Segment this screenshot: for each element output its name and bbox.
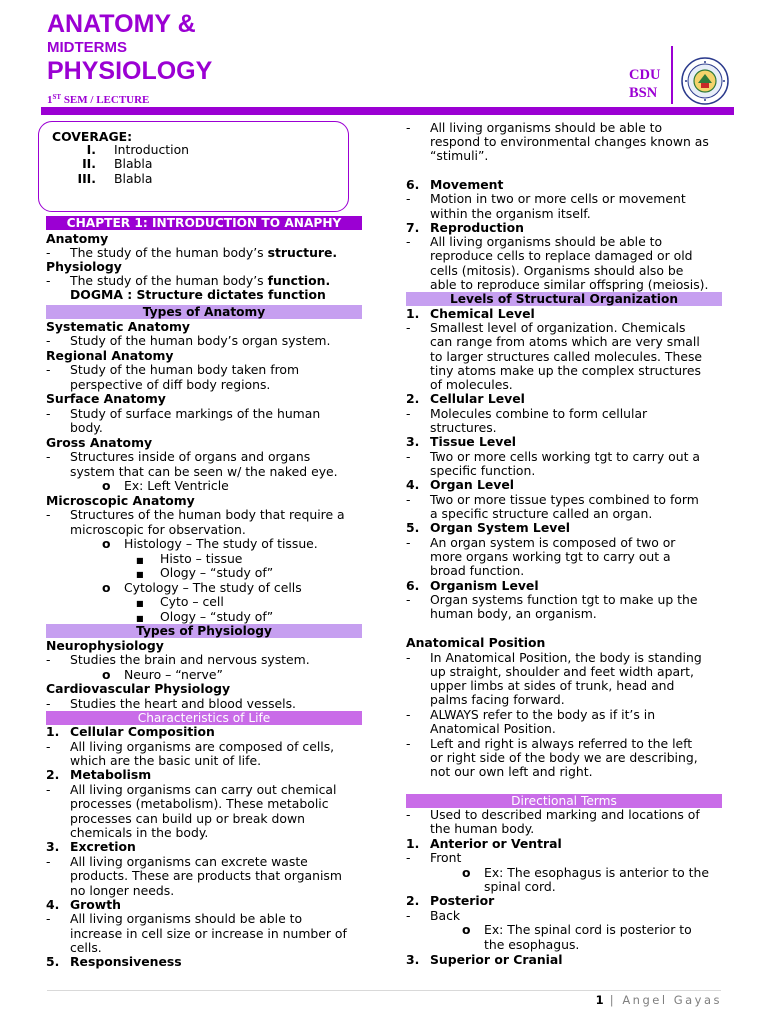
sub-bullet: o Histology – The study of tissue.	[102, 536, 318, 551]
bullet-cont: palms facing forward.	[430, 692, 565, 707]
numbered-heading: 2. Posterior	[406, 893, 495, 908]
term-heading: Neurophysiology	[46, 638, 164, 653]
numbered-heading: 7. Reproduction	[406, 220, 524, 235]
term-heading: Regional Anatomy	[46, 348, 174, 363]
bullet-cont: the human body.	[430, 821, 535, 836]
sub-bullet-cont: the esophagus.	[484, 937, 580, 952]
bullet-cont: reproduce cells to replace damaged or old	[430, 248, 693, 263]
bullet-cont: respond to environmental changes known as	[430, 134, 709, 149]
bullet-cont: able to reproduce similar offspring (meiosis).	[430, 277, 709, 292]
numbered-heading: 2. Cellular Level	[406, 391, 525, 406]
term-heading: Microscopic Anatomy	[46, 493, 195, 508]
bullet: - ALWAYS refer to the body as if it’s in	[406, 707, 656, 722]
bullet-cont: products. These are products that organism	[70, 868, 342, 883]
chapter-heading: CHAPTER 1: INTRODUCTION TO ANAPHY	[46, 216, 362, 230]
author-name: Angel Gayas	[622, 993, 722, 1007]
header-bar	[41, 107, 734, 115]
bullet-cont: perspective of diff body regions.	[70, 377, 271, 392]
bullet-cont: processes can build up or break down	[70, 811, 305, 826]
bullet-cont: can range from atoms which are very small	[430, 334, 700, 349]
bullet-cont: human body, an organism.	[430, 606, 597, 621]
numbered-heading: 5. Responsiveness	[46, 954, 182, 969]
bullet: - Studies the brain and nervous system.	[46, 652, 310, 667]
physiology-heading: Physiology	[46, 259, 122, 274]
bullet-cont: structures.	[430, 420, 497, 435]
bullet-cont: of molecules.	[430, 377, 513, 392]
anatomy-heading: Anatomy	[46, 231, 109, 246]
bullet: - Study of surface markings of the human	[46, 406, 321, 421]
bullet-cont: Anatomical Position.	[430, 721, 556, 736]
sub-bullet: o Ex: The esophagus is anterior to the	[462, 865, 709, 880]
bullet-cont: or right side of the body we are describing,	[430, 750, 698, 765]
header-title-physiology: PHYSIOLOGY	[47, 57, 213, 85]
term-heading: Gross Anatomy	[46, 435, 153, 450]
bullet-cont: body.	[70, 420, 103, 435]
coverage-box	[38, 121, 349, 212]
bullet: - All living organisms can carry out chemical	[46, 782, 337, 797]
bullet: - Back	[406, 908, 461, 923]
section-characteristics-of-life: Characteristics of Life	[46, 711, 362, 725]
sub-bullet: o Ex: Left Ventricle	[102, 478, 229, 493]
numbered-heading: 3. Superior or Cranial	[406, 952, 563, 967]
bullet-cont: increase in cell size or increase in number of	[70, 926, 347, 941]
bullet-cont: not our own left and right.	[430, 764, 593, 779]
sub-bullet-cont: spinal cord.	[484, 879, 556, 894]
bullet: - Smallest level of organization. Chemicals	[406, 320, 686, 335]
bullet: - Front	[406, 850, 462, 865]
bullet: - All living organisms should be able to	[406, 120, 663, 135]
section-levels-of-structural-organization: Levels of Structural Organization	[406, 292, 722, 306]
bullet: - Two or more cells working tgt to carry out a	[406, 449, 700, 464]
bullet-cont: to larger structures called molecules. These	[430, 349, 703, 364]
header-school: CDU BSN	[629, 67, 661, 101]
term-heading: Systematic Anatomy	[46, 319, 190, 334]
numbered-heading: 3. Excretion	[46, 839, 136, 854]
bullet-cont: more organs working tgt to carry out a	[430, 549, 671, 564]
university-seal-logo	[681, 57, 729, 105]
bullet: - In Anatomical Position, the body is standing	[406, 650, 702, 665]
numbered-heading: 4. Growth	[46, 897, 121, 912]
sub-bullet: o Neuro – “nerve”	[102, 667, 223, 682]
bullet: - Study of the human body taken from	[46, 362, 300, 377]
bullet: - Organ systems function tgt to make up the	[406, 592, 698, 607]
bullet-cont: no longer needs.	[70, 883, 175, 898]
numbered-heading: 6. Organism Level	[406, 578, 539, 593]
bullet: - Two or more tissue types combined to form	[406, 492, 699, 507]
header-divider	[671, 46, 673, 104]
header-semester: 1ST SEM / LECTURE	[47, 93, 150, 106]
numbered-heading: 2. Metabolism	[46, 767, 152, 782]
bullet: - All living organisms can excrete waste	[46, 854, 308, 869]
bullet: - Structures inside of organs and organs	[46, 449, 311, 464]
page-footer: 1 | Angel Gayas	[595, 993, 722, 1007]
physiology-definition: - The study of the human body’s function.	[46, 273, 331, 288]
footer-divider	[47, 990, 721, 991]
term-heading: Surface Anatomy	[46, 391, 166, 406]
dogma: DOGMA : Structure dictates function	[70, 287, 326, 302]
bullet: - Left and right is always referred to the left	[406, 736, 693, 751]
bullet-cont: up straight, shoulder and feet width apart,	[430, 664, 694, 679]
section-directional-terms: Directional Terms	[406, 794, 722, 808]
bullet-cont: processes (metabolism). These metabolic	[70, 796, 329, 811]
header-title-anatomy: ANATOMY &	[47, 10, 196, 38]
bullet-cont: chemicals in the body.	[70, 825, 209, 840]
bullet-cont: tiny atoms make up the complex structures	[430, 363, 701, 378]
numbered-heading: 4. Organ Level	[406, 477, 515, 492]
bullet: - Used to described marking and locations of	[406, 807, 700, 822]
bullet-cont: broad function.	[430, 563, 525, 578]
sub-sub-bullet: ■ Ology – “study of”	[136, 565, 274, 580]
bullet-cont: “stimuli”.	[430, 148, 489, 163]
sub-bullet: o Ex: The spinal cord is posterior to	[462, 922, 692, 937]
bullet: - Motion in two or more cells or movement	[406, 191, 686, 206]
coverage-item: I. Introduction	[86, 142, 190, 157]
coverage-title: COVERAGE:	[52, 129, 133, 144]
coverage-item: III. Blabla	[77, 171, 153, 186]
numbered-heading: 3. Tissue Level	[406, 434, 517, 449]
sub-sub-bullet: ■ Cyto – cell	[136, 594, 224, 609]
bullet-cont: cells (mitosis). Organisms should also be	[430, 263, 684, 278]
bullet: - Study of the human body’s organ system.	[46, 333, 331, 348]
bullet-cont: upper limbs at sides of trunk, head and	[430, 678, 675, 693]
anatomy-definition: - The study of the human body’s structure.	[46, 245, 338, 260]
bullet-cont: microscopic for observation.	[70, 522, 246, 537]
term-heading: Cardiovascular Physiology	[46, 681, 231, 696]
numbered-heading: 1. Cellular Composition	[46, 724, 215, 739]
bullet: - Studies the heart and blood vessels.	[46, 696, 296, 711]
bullet: - All living organisms should be able to	[46, 911, 303, 926]
sub-sub-bullet: ■ Ology – “study of”	[136, 609, 274, 624]
sub-bullet: o Cytology – The study of cells	[102, 580, 302, 595]
section-types-of-physiology: Types of Physiology	[46, 624, 362, 638]
bullet-cont: which are the basic unit of life.	[70, 753, 262, 768]
anatomical-position-heading: Anatomical Position	[406, 635, 546, 650]
page-number: 1	[595, 993, 604, 1007]
sub-sub-bullet: ■ Histo – tissue	[136, 551, 243, 566]
bullet-cont: a specific structure called an organ.	[430, 506, 653, 521]
coverage-item: II. Blabla	[82, 156, 153, 171]
section-types-of-anatomy: Types of Anatomy	[46, 305, 362, 319]
bullet: - Molecules combine to form cellular	[406, 406, 648, 421]
bullet-cont: within the organism itself.	[430, 206, 591, 221]
numbered-heading: 1. Chemical Level	[406, 306, 535, 321]
header-midterms: MIDTERMS	[47, 39, 127, 56]
bullet: - All living organisms should be able to	[406, 234, 663, 249]
bullet-cont: cells.	[70, 940, 102, 955]
bullet: - All living organisms are composed of cells,	[46, 739, 335, 754]
bullet-cont: specific function.	[430, 463, 536, 478]
bullet: - An organ system is composed of two or	[406, 535, 676, 550]
bullet: - Structures of the human body that require a	[46, 507, 345, 522]
numbered-heading: 1. Anterior or Ventral	[406, 836, 562, 851]
bullet-cont: system that can be seen w/ the naked eye.	[70, 464, 338, 479]
numbered-heading: 6. Movement	[406, 177, 504, 192]
numbered-heading: 5. Organ System Level	[406, 520, 570, 535]
